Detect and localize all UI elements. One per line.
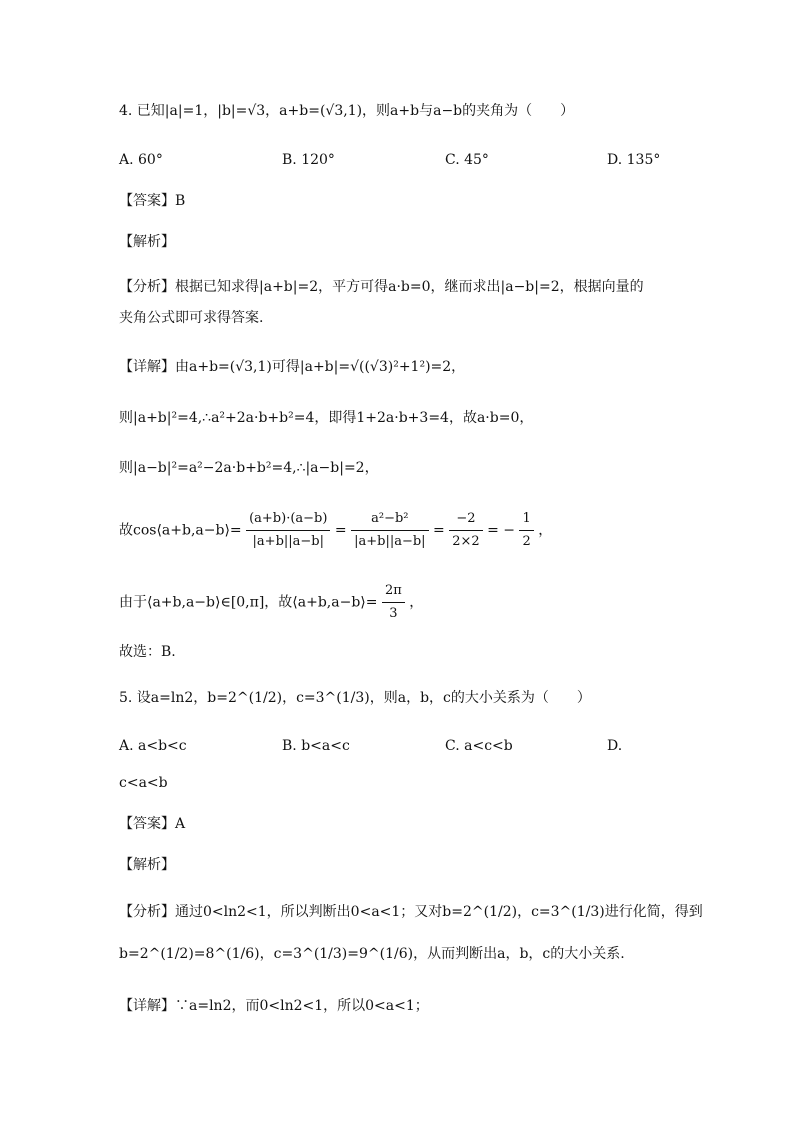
q4-option-a: A. 60°	[119, 152, 163, 168]
q4-option-d: D. 135°	[607, 152, 661, 168]
q4-answer: 【答案】B	[119, 193, 186, 209]
q4-fenxi-line-2: 夹角公式即可求得答案.	[119, 310, 264, 326]
fraction-2	[351, 508, 428, 553]
q4-detail-line-5	[119, 580, 423, 625]
fraction-1-denominator: |a+b||a−b|	[252, 534, 324, 549]
q5-fenxi-line-2: b=2^(1/2)=8^(1/6)，c=3^(1/3)=9^(1/6)，从而判断出a，b，c的大小关系.	[119, 946, 625, 962]
fraction-1	[246, 508, 330, 553]
q5-stem: 5. 设a=ln2，b=2^(1/2)，c=3^(1/3)，则a，b，c的大小关系为（ ）	[119, 690, 591, 706]
line-end-comma: ，	[538, 522, 553, 539]
fraction-4-denominator: 2	[522, 534, 531, 549]
equals-sign-2: =	[433, 522, 445, 539]
q5-fenxi-line-1: 【分析】通过0<ln2<1，所以判断出0<a<1；又对b=2^(1/2)，c=3^(1/3)进行化简，得到	[119, 904, 703, 920]
angle-fraction-numerator: 2π	[382, 580, 405, 603]
q5-option-a: A. a<b<c	[119, 738, 187, 754]
q4-option-b: B. 120°	[282, 152, 335, 168]
fraction-4	[519, 508, 533, 553]
range-text: 由于⟨a+b,a−b⟩∈[0,π]，故⟨a+b,a−b⟩=	[119, 594, 378, 611]
q4-detail-line-3: 则|a−b|²=a²−2a·b+b²=4,∴|a−b|=2，	[119, 460, 379, 476]
cos-lhs: 故cos⟨a+b,a−b⟩=	[119, 522, 242, 539]
fraction-2-numerator: a²−b²	[351, 508, 428, 531]
fraction-3-numerator: −2	[449, 508, 482, 531]
q4-conclusion: 故选：B.	[119, 644, 176, 660]
q5-detail-line-1: 【详解】∵a=ln2，而0<ln2<1，所以0<a<1；	[119, 998, 429, 1014]
q4-fenxi-line-1: 【分析】根据已知求得|a+b|=2，平方可得a·b=0，继而求出|a−b|=2，根据向量的	[119, 279, 644, 295]
q4-analysis-label: 【解析】	[119, 234, 175, 250]
q5-option-b: B. b<a<c	[282, 738, 350, 754]
minus-sign: = −	[487, 522, 515, 539]
q5-option-c: C. a<c<b	[445, 738, 513, 754]
q5-option-d-content: c<a<b	[119, 775, 168, 791]
fraction-1-numerator: (a+b)·(a−b)	[246, 508, 330, 531]
q5-option-d: D.	[607, 738, 623, 754]
fraction-3	[449, 508, 482, 553]
q4-option-c: C. 45°	[445, 152, 489, 168]
q4-detail-line-1: 【详解】由a+b=(√3,1)可得|a+b|=√((√3)²+1²)=2，	[119, 359, 466, 375]
fraction-4-numerator: 1	[519, 508, 533, 531]
q4-detail-line-4	[119, 508, 552, 553]
angle-fraction	[382, 580, 405, 625]
q4-detail-line-2: 则|a+b|²=4,∴a²+2a·b+b²=4，即得1+2a·b+3=4，故a·b=0，	[119, 410, 534, 426]
q4-stem: 4. 已知|a|=1，|b|=√3，a+b=(√3,1)，则a+b与a−b的夹角为（ ）	[119, 103, 575, 119]
line-end-comma-2: ，	[409, 594, 424, 611]
q5-answer: 【答案】A	[119, 816, 186, 832]
fraction-2-denominator: |a+b||a−b|	[354, 534, 426, 549]
angle-fraction-denominator: 3	[389, 606, 398, 621]
equals-sign: =	[334, 522, 347, 539]
q5-analysis-label: 【解析】	[119, 857, 175, 873]
fraction-3-denominator: 2×2	[452, 534, 480, 549]
